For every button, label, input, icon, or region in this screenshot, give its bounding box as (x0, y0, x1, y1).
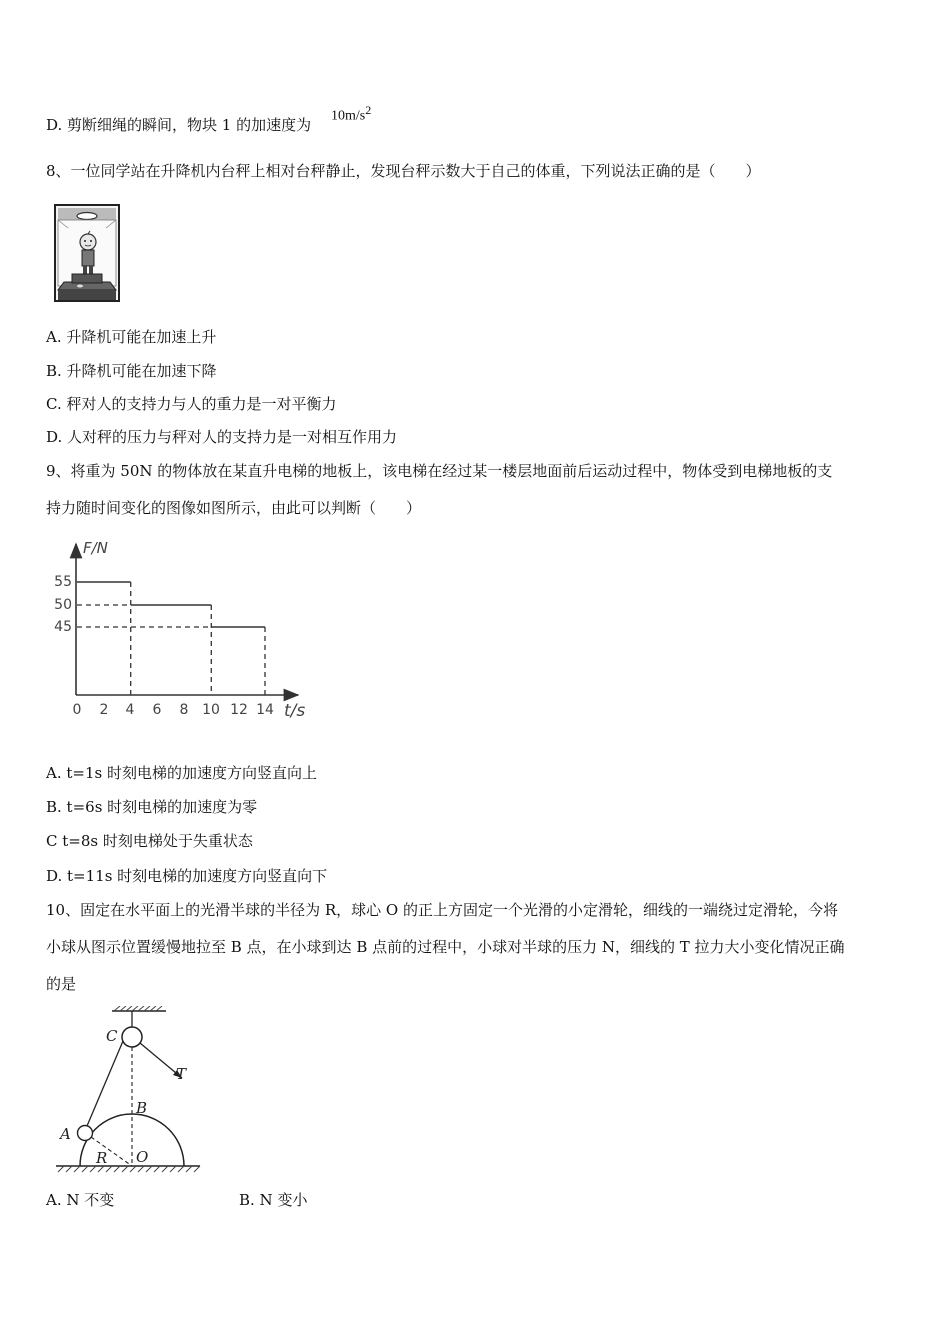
x-tick-2: 2 (99, 702, 109, 718)
label-t: T (176, 1065, 187, 1083)
elevator-illustration (54, 204, 120, 302)
label-b: B (136, 1099, 148, 1117)
q8-option-d: D. 人对秤的压力与秤对人的支持力是一对相互作用力 (46, 428, 398, 446)
x-axis-label: t/s (284, 701, 306, 721)
q8-option-c: C. 秤对人的支持力与人的重力是一对平衡力 (46, 395, 337, 413)
x-tick-12: 12 (230, 702, 248, 718)
q7-option-d-text: D. 剪断细绳的瞬间，物块 1 的加速度为 (46, 116, 312, 134)
x-tick-8: 8 (179, 702, 189, 718)
q9-option-b: B. t=6s 时刻电梯的加速度为零 (46, 798, 258, 816)
q10-stem-line3: 的是 (46, 975, 77, 993)
q9-stem-line1: 9、将重为 50N 的物体放在某直升电梯的地板上，该电梯在经过某一楼层地面前后运动过程中，物体受到电梯地板的支 (46, 462, 833, 480)
q7-value-text: 10m/s (331, 108, 366, 124)
force-time-graph-svg (40, 534, 330, 724)
q9-stem-line2: 持力随时间变化的图像如图所示，由此可以判断（ ） (46, 499, 422, 517)
q10-stem-line1: 10、固定在水平面上的光滑半球的半径为 R，球心 O 的正上方固定一个光滑的小定滑轮，细线的一端绕过定滑轮，今将 (46, 901, 838, 919)
q7-option-d-value (331, 103, 371, 125)
q9-option-a: A. t=1s 时刻电梯的加速度方向竖直向上 (46, 764, 317, 782)
y-tick-45: 45 (54, 619, 72, 635)
y-tick-50: 50 (54, 597, 72, 613)
x-tick-10: 10 (202, 702, 220, 718)
x-tick-14: 14 (256, 702, 274, 718)
label-o: O (136, 1148, 149, 1166)
q10-option-a: A. N 不变 (46, 1191, 115, 1209)
q8-stem: 8、一位同学站在升降机内台秤上相对台秤静止，发现台秤示数大于自己的体重，下列说法正确的是（ ） (46, 162, 761, 180)
label-a: A (60, 1125, 71, 1143)
q8-figure-elevator (54, 204, 120, 302)
y-axis-label: F/N (83, 539, 108, 557)
label-r: R (96, 1149, 108, 1167)
q7-value-exponent: 2 (365, 103, 372, 117)
hemisphere-pulley-svg (54, 1006, 204, 1178)
q10-stem-line2: 小球从图示位置缓慢地拉至 B 点，在小球到达 B 点前的过程中，小球对半球的压力 N，细线的 T 拉力大小变化情况正确 (46, 938, 845, 956)
y-tick-55: 55 (54, 574, 72, 590)
q10-hemisphere-figure (54, 1006, 204, 1178)
x-tick-0: 0 (72, 702, 82, 718)
q7-option-d (46, 115, 311, 135)
q8-option-a: A. 升降机可能在加速上升 (46, 328, 217, 346)
q9-option-c: C t=8s 时刻电梯处于失重状态 (46, 832, 253, 850)
q9-option-d: D. t=11s 时刻电梯的加速度方向竖直向下 (46, 867, 328, 885)
graph-segments (77, 582, 265, 695)
q10-option-b: B. N 变小 (239, 1191, 308, 1209)
q8-option-b: B. 升降机可能在加速下降 (46, 362, 217, 380)
x-tick-6: 6 (152, 702, 162, 718)
pulley-c (122, 1027, 142, 1047)
ball-a (78, 1126, 93, 1141)
label-c: C (106, 1027, 118, 1045)
x-tick-4: 4 (125, 702, 135, 718)
q9-force-time-graph (40, 534, 330, 724)
